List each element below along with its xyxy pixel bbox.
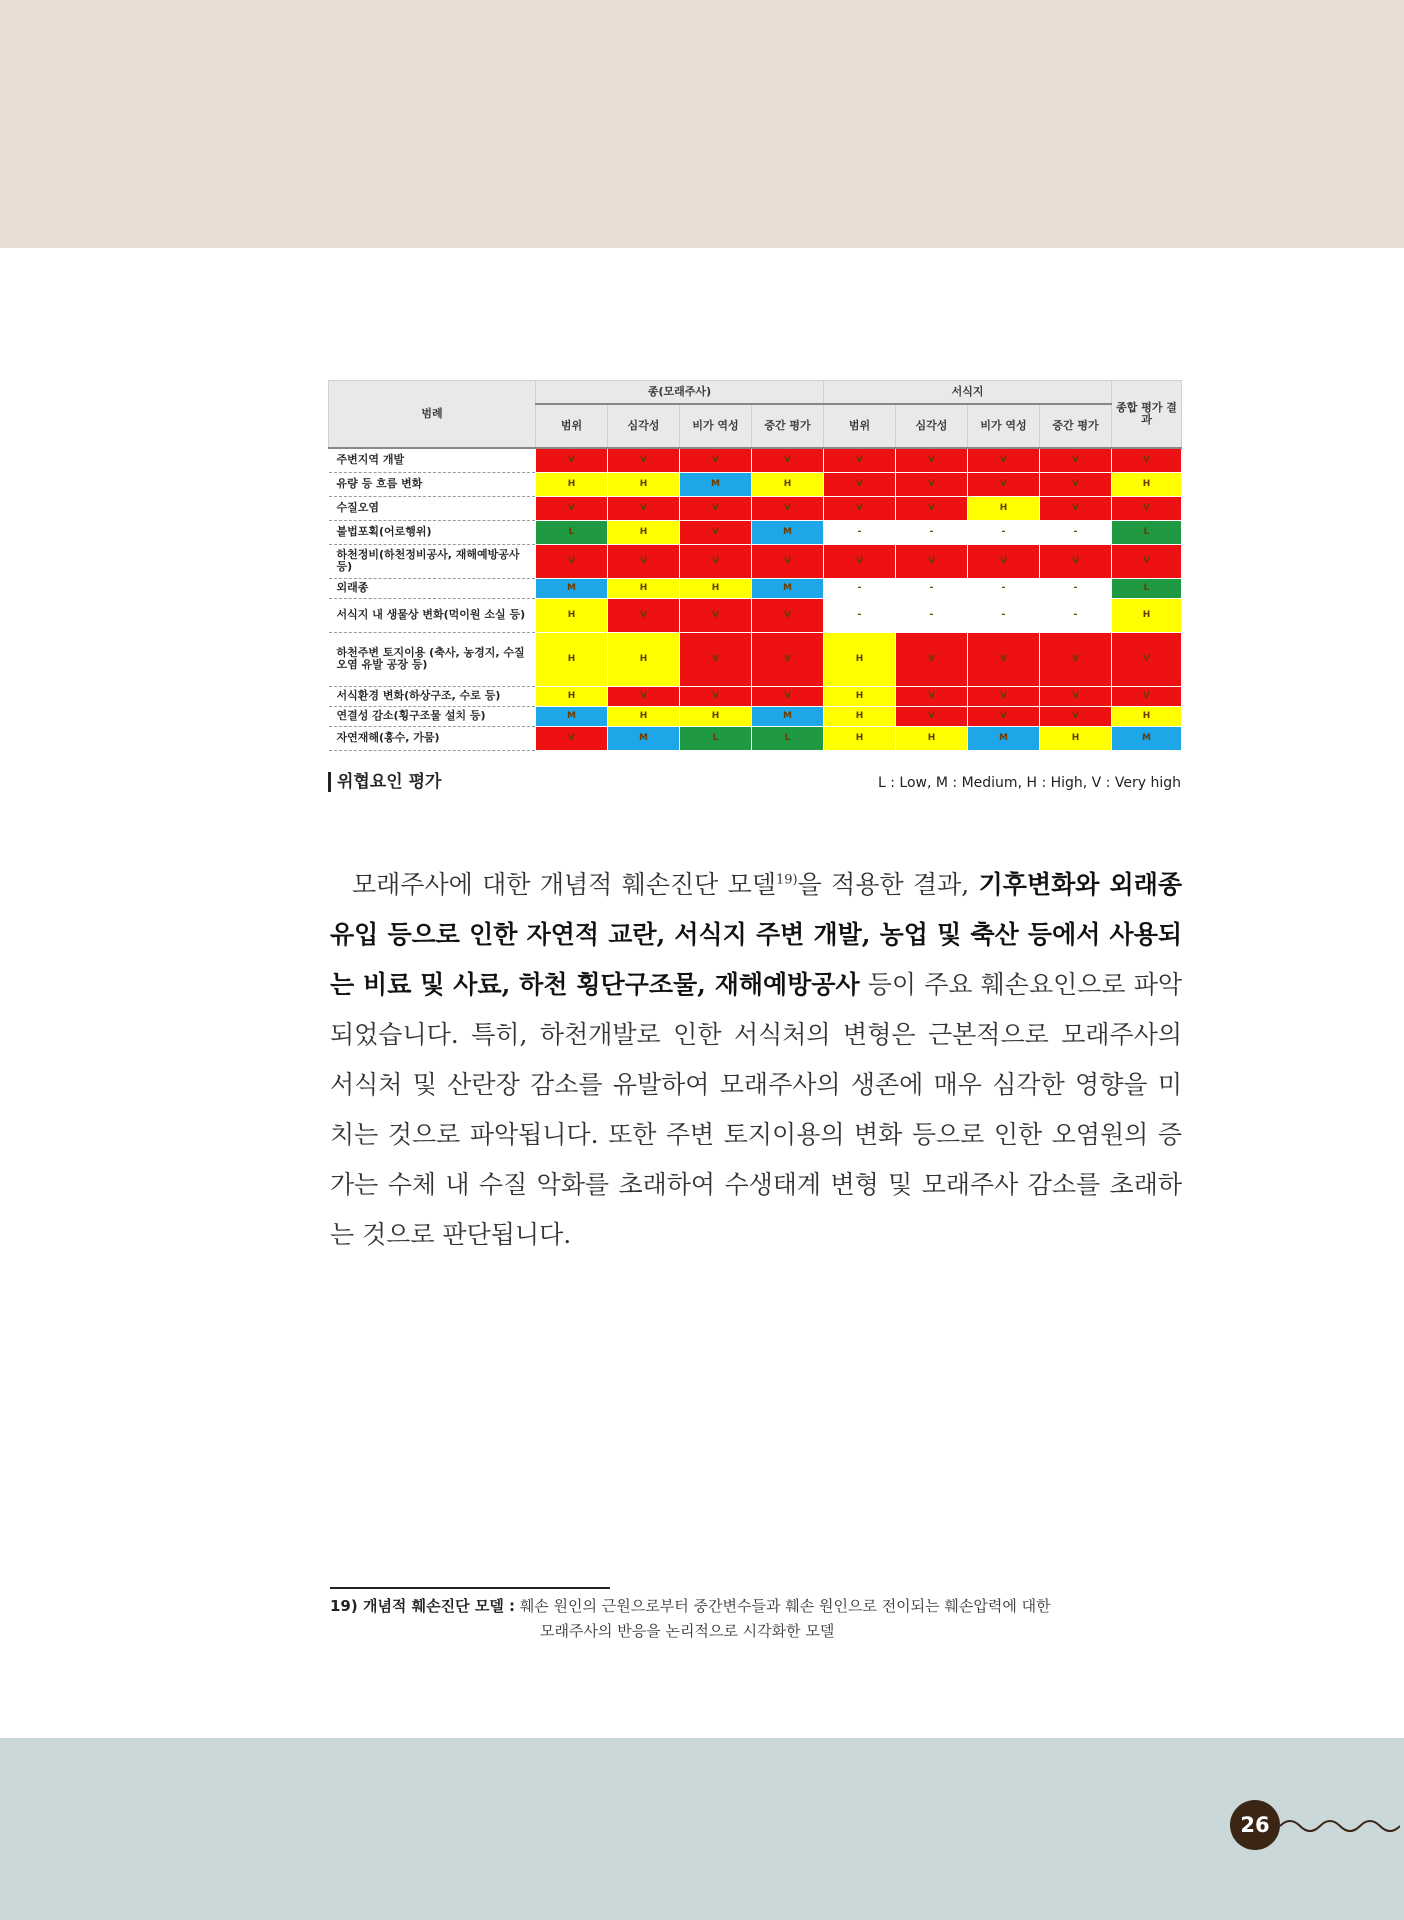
species-group-header: 종(모래주사) xyxy=(536,381,824,405)
rating-cell: V xyxy=(1040,544,1112,578)
rating-cell: - xyxy=(896,598,968,632)
rating-cell: V xyxy=(968,632,1040,686)
wave-decoration-icon xyxy=(1280,1806,1400,1846)
header-band xyxy=(0,0,1404,248)
rating-cell: - xyxy=(968,520,1040,544)
sub-header: 중간 평가 xyxy=(752,404,824,448)
rating-cell: V xyxy=(752,496,824,520)
rating-cell: - xyxy=(968,578,1040,598)
rating-cell: V xyxy=(536,726,608,750)
rating-cell: V xyxy=(1040,706,1112,726)
rating-cell: - xyxy=(824,578,896,598)
rating-cell: - xyxy=(1040,598,1112,632)
sub-header: 심각성 xyxy=(896,404,968,448)
legend-header: 범례 xyxy=(329,381,536,449)
table-row xyxy=(329,578,1182,598)
rating-cell: V xyxy=(824,496,896,520)
threat-table-body xyxy=(329,448,1182,750)
rating-cell: V xyxy=(536,448,608,472)
rating-cell: H xyxy=(824,632,896,686)
row-label: 유량 등 흐름 변화 xyxy=(329,472,536,496)
table-row xyxy=(329,598,1182,632)
rating-cell: V xyxy=(608,598,680,632)
rating-cell: V xyxy=(1112,632,1182,686)
table-caption xyxy=(328,772,1181,796)
rating-cell: H xyxy=(968,496,1040,520)
rating-cell: V xyxy=(1112,544,1182,578)
footnote-rule xyxy=(330,1587,610,1589)
rating-cell: V xyxy=(536,544,608,578)
row-label: 주변지역 개발 xyxy=(329,448,536,472)
rating-cell: M xyxy=(752,706,824,726)
rating-cell: V xyxy=(824,448,896,472)
rating-cell: V xyxy=(680,448,752,472)
rating-cell: V xyxy=(608,544,680,578)
body-bold-text: 기후변화와 외래종 유입 등으로 인한 자연적 교란, 서식지 주변 개발, 농업 및 축산 등에서 사용되는 비료 및 사료, 하천 횡단구조물, 재해예방공사 xyxy=(330,870,1182,999)
rating-cell: M xyxy=(536,706,608,726)
rating-cell: H xyxy=(608,632,680,686)
rating-cell: H xyxy=(680,706,752,726)
rating-cell: V xyxy=(896,686,968,706)
rating-cell: V xyxy=(536,496,608,520)
footnote-head: 19) 개념적 훼손진단 모델 : xyxy=(330,1597,516,1615)
rating-cell: V xyxy=(968,448,1040,472)
threat-assessment-table xyxy=(328,380,1182,751)
rating-cell: H xyxy=(608,472,680,496)
rating-cell: L xyxy=(536,520,608,544)
rating-cell: V xyxy=(680,496,752,520)
row-label: 불법포획(어로행위) xyxy=(329,520,536,544)
rating-cell: H xyxy=(1040,726,1112,750)
rating-cell: - xyxy=(824,598,896,632)
rating-cell: V xyxy=(1112,686,1182,706)
rating-cell: V xyxy=(1040,686,1112,706)
rating-cell: M xyxy=(1112,726,1182,750)
rating-cell: V xyxy=(968,544,1040,578)
caption-title: 위협요인 평가 xyxy=(328,772,441,792)
rating-cell: V xyxy=(1040,632,1112,686)
rating-cell: - xyxy=(1040,520,1112,544)
table-row xyxy=(329,686,1182,706)
rating-cell: V xyxy=(680,598,752,632)
rating-cell: M xyxy=(536,578,608,598)
rating-cell: V xyxy=(896,448,968,472)
page-number: 26 xyxy=(1230,1800,1280,1850)
rating-cell: V xyxy=(824,544,896,578)
row-label: 자연재해(홍수, 가뭄) xyxy=(329,726,536,750)
sub-header: 비가 역성 xyxy=(968,404,1040,448)
rating-cell: M xyxy=(608,726,680,750)
rating-cell: V xyxy=(896,632,968,686)
rating-cell: V xyxy=(1040,448,1112,472)
rating-cell: V xyxy=(608,496,680,520)
sub-header: 비가 역성 xyxy=(680,404,752,448)
sub-header: 심각성 xyxy=(608,404,680,448)
rating-cell: V xyxy=(1040,472,1112,496)
rating-cell: V xyxy=(680,520,752,544)
rating-cell: V xyxy=(1040,496,1112,520)
sub-header: 중간 평가 xyxy=(1040,404,1112,448)
table-row xyxy=(329,472,1182,496)
rating-cell: V xyxy=(896,544,968,578)
body-text-2: 을 적용한 결과, xyxy=(797,870,979,899)
rating-cell: V xyxy=(1112,448,1182,472)
rating-cell: H xyxy=(824,726,896,750)
rating-cell: H xyxy=(608,706,680,726)
footnote-line-1: 훼손 원인의 근원으로부터 중간변수들과 훼손 원인으로 전이되는 훼손압력에 대한 xyxy=(519,1597,1051,1615)
rating-cell: V xyxy=(968,686,1040,706)
rating-cell: - xyxy=(896,578,968,598)
body-text-3: 등이 주요 훼손요인으로 파악되었습니다. 특히, 하천개발로 인한 서식처의 변형은 근본적으로 모래주사의 서식처 및 산란장 감소를 유발하여 모래주사의 생존에 매우 심각한 영향을 미치는 것으로 파악됩니다. 또한 주변 토지이용의 변화 등으로 인한 오염원의 증가는 수체 내 수질 악화를 초래하여 수생태계 변형 및 모래주사 감소를 초래하는 것으로 판단됩니다. xyxy=(330,970,1182,1249)
sub-header: 범위 xyxy=(536,404,608,448)
rating-cell: H xyxy=(536,472,608,496)
row-label: 수질오염 xyxy=(329,496,536,520)
rating-cell: V xyxy=(752,448,824,472)
table-row xyxy=(329,496,1182,520)
rating-cell: V xyxy=(752,544,824,578)
footnote-ref: 19) xyxy=(775,872,798,888)
rating-cell: H xyxy=(680,578,752,598)
rating-cell: - xyxy=(968,598,1040,632)
rating-cell: V xyxy=(752,632,824,686)
rating-cell: M xyxy=(752,520,824,544)
footer-band xyxy=(0,1738,1404,1920)
rating-cell: H xyxy=(1112,706,1182,726)
rating-cell: L xyxy=(680,726,752,750)
footnote xyxy=(330,1594,1182,1644)
rating-cell: V xyxy=(896,706,968,726)
rating-cell: V xyxy=(680,686,752,706)
rating-cell: V xyxy=(752,686,824,706)
rating-cell: V xyxy=(608,448,680,472)
rating-cell: M xyxy=(680,472,752,496)
rating-cell: V xyxy=(1112,496,1182,520)
row-label: 서식환경 변화(하상구조, 수로 등) xyxy=(329,686,536,706)
rating-cell: V xyxy=(896,496,968,520)
table-row xyxy=(329,448,1182,472)
rating-cell: H xyxy=(824,706,896,726)
rating-cell: M xyxy=(968,726,1040,750)
table-row xyxy=(329,544,1182,578)
rating-cell: H xyxy=(608,520,680,544)
footnote-line-2: 모래주사의 반응을 논리적으로 시각화한 모델 xyxy=(540,1622,835,1640)
row-label: 서식지 내 생물상 변화(먹이원 소실 등) xyxy=(329,598,536,632)
table-row xyxy=(329,632,1182,686)
rating-cell: - xyxy=(1040,578,1112,598)
rating-cell: V xyxy=(968,706,1040,726)
table-row xyxy=(329,726,1182,750)
body-paragraph xyxy=(330,860,1182,1260)
row-label: 외래종 xyxy=(329,578,536,598)
rating-cell: V xyxy=(680,544,752,578)
table-row xyxy=(329,520,1182,544)
table-row xyxy=(329,706,1182,726)
caption-legend: L : Low, M : Medium, H : High, V : Very high xyxy=(878,775,1181,791)
total-header: 종합 평가 결과 xyxy=(1112,381,1182,449)
rating-cell: V xyxy=(608,686,680,706)
threat-assessment-table-wrap xyxy=(328,380,1181,751)
rating-cell: H xyxy=(824,686,896,706)
rating-cell: V xyxy=(968,472,1040,496)
rating-cell: V xyxy=(824,472,896,496)
rating-cell: - xyxy=(824,520,896,544)
rating-cell: H xyxy=(1112,472,1182,496)
row-label: 연결성 감소(횡구조물 설치 등) xyxy=(329,706,536,726)
rating-cell: - xyxy=(896,520,968,544)
rating-cell: H xyxy=(896,726,968,750)
rating-cell: H xyxy=(1112,598,1182,632)
rating-cell: H xyxy=(608,578,680,598)
rating-cell: L xyxy=(1112,578,1182,598)
rating-cell: H xyxy=(752,472,824,496)
rating-cell: H xyxy=(536,686,608,706)
rating-cell: V xyxy=(752,598,824,632)
row-label: 하천정비(하천정비공사, 재해예방공사 등) xyxy=(329,544,536,578)
row-label: 하천주변 토지이용 (축사, 농경지, 수질오염 유발 공장 등) xyxy=(329,632,536,686)
sub-header: 범위 xyxy=(824,404,896,448)
rating-cell: V xyxy=(680,632,752,686)
rating-cell: H xyxy=(536,598,608,632)
rating-cell: L xyxy=(1112,520,1182,544)
rating-cell: H xyxy=(536,632,608,686)
body-text-1: 모래주사에 대한 개념적 훼손진단 모델 xyxy=(352,870,776,899)
rating-cell: L xyxy=(752,726,824,750)
habitat-group-header: 서식지 xyxy=(824,381,1112,405)
rating-cell: V xyxy=(896,472,968,496)
rating-cell: M xyxy=(752,578,824,598)
